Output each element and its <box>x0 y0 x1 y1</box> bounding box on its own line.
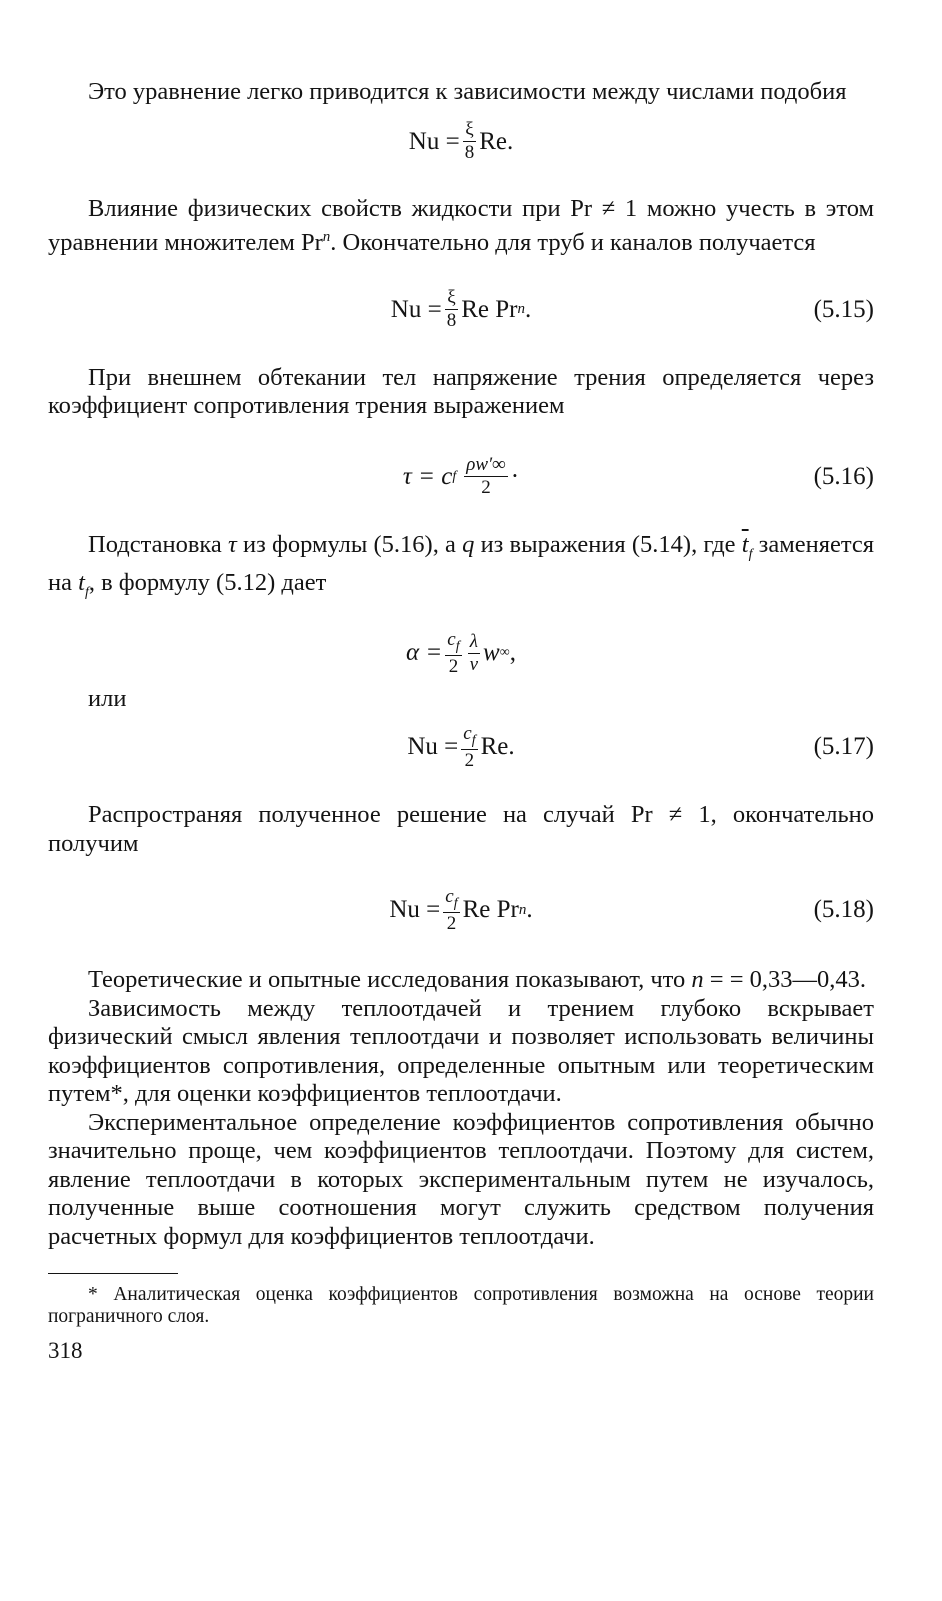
paragraph-research <box>48 966 874 995</box>
eq4-numerator-2: λ <box>469 630 478 652</box>
eq6-denominator: 2 <box>446 913 457 935</box>
paragraph-relationship: Зависимость между теплоотдачей и трением глубоко вскрывает физический смысл явления теплоотдачи и позволяет использовать величины коэффициентов сопротивления, определенные опытным или теоретическим путем*, для оценки коэффициентов теплоотдачи. <box>48 994 874 1108</box>
equation-5-17 <box>48 715 874 779</box>
eq3-numerator: ρw′∞ <box>466 454 506 476</box>
eq2-lhs: Nu = <box>390 295 442 323</box>
paragraph-extension: Распространяя полученное решение на случай Pr ≠ 1, окончательно получим <box>48 801 874 857</box>
eq5-cf: c <box>463 722 472 744</box>
eq2-exponent: n <box>517 301 525 318</box>
eq6-numerator <box>443 887 459 913</box>
p6-n: n <box>691 966 704 994</box>
p2-text-b: . Окончательно для труб и каналов получается <box>330 229 816 257</box>
equation-5-15 <box>48 278 874 342</box>
eq5-numerator <box>461 724 477 750</box>
eq6-tail: . <box>526 896 533 924</box>
eq4-denominator-1: 2 <box>448 656 459 678</box>
eq1-lhs: Nu = <box>408 127 460 155</box>
page-content <box>48 78 874 1364</box>
eq4-w: w <box>483 639 500 667</box>
eq6-cf: c <box>445 885 454 907</box>
eq4-lhs: α = <box>406 639 443 667</box>
eq2-tail: . <box>524 295 532 323</box>
eq6-lhs: Nu = <box>389 896 441 924</box>
paragraph-properties <box>48 195 874 258</box>
eq6-cf-subscript: f <box>453 895 458 911</box>
p6-text-b: = = 0,33—0,43. <box>703 966 867 994</box>
footnote: * Аналитическая оценка коэффициентов сопротивления возможна на основе теории пограничного слоя. <box>48 1284 874 1328</box>
p2-exponent: n <box>322 229 331 245</box>
eq4-cf: c <box>447 628 456 650</box>
eq1-rest: Re. <box>479 127 514 155</box>
eq2-number: (5.15) <box>813 295 874 323</box>
eq3-tail: · <box>510 462 520 490</box>
eq4-tail: , <box>509 639 516 667</box>
eq2-fraction <box>445 288 459 331</box>
p2-text-a: Влияние физических свойств жидкости при Pr ≠ 1 можно учесть в этом уравнении множителем Pr <box>48 194 874 257</box>
eq5-denominator: 2 <box>464 750 475 772</box>
equation-nu-re <box>48 107 874 177</box>
eq5-number: (5.17) <box>813 733 874 761</box>
eq5-fraction <box>461 724 477 771</box>
eq3-fraction <box>464 455 508 498</box>
p4-t-bar-subscript: f <box>748 546 753 562</box>
page-number: 318 <box>48 1338 83 1364</box>
p4-t: t <box>78 569 85 597</box>
p4-t-subscript: f <box>84 584 89 600</box>
p6-text-a: Теоретические и опытные исследования показывают, что <box>88 966 692 994</box>
footnote-divider <box>48 1273 178 1274</box>
eq3-lhs: τ = c <box>402 462 453 490</box>
eq1-fraction <box>463 120 477 163</box>
eq5-rest: Re. <box>480 733 515 761</box>
p4-text-d: заменяется на <box>48 530 874 597</box>
eq4-fraction-2 <box>468 632 480 675</box>
p4-text-e: , в формулу (5.12) дает <box>88 569 327 597</box>
p4-q: q <box>462 530 475 558</box>
eq6-rest: Re Pr <box>462 896 519 924</box>
eq1-denominator: 8 <box>464 142 475 163</box>
eq4-cf-subscript: f <box>455 638 460 654</box>
eq4-fraction-1 <box>445 630 461 677</box>
eq6-exponent: n <box>518 901 527 918</box>
eq2-denominator: 8 <box>446 310 457 332</box>
eq5-lhs: Nu = <box>407 733 459 761</box>
paragraph-intro: Это уравнение легко приводится к зависимости между числами подобия <box>88 78 847 105</box>
equation-alpha <box>48 621 874 685</box>
equation-5-16 <box>48 445 874 509</box>
word-or: или <box>88 685 127 713</box>
paragraph-external-flow: При внешнем обтекании тел напряжение трения определяется через коэффициент сопротивления трения выражением <box>48 363 874 420</box>
eq2-numerator: ξ <box>447 287 456 309</box>
eq4-numerator-1 <box>445 630 461 656</box>
equation-5-18 <box>48 878 874 942</box>
p4-text-a: Подстановка <box>88 530 228 558</box>
p4-text-c: из выражения (5.14), где <box>474 530 742 558</box>
p4-tau: τ <box>228 530 237 558</box>
eq1-numerator: ξ <box>465 119 474 141</box>
p4-text-b: из формулы (5.16), а <box>236 530 463 558</box>
paragraph-substitution <box>48 531 874 608</box>
eq3-denominator: 2 <box>481 477 491 499</box>
eq6-number: (5.18) <box>813 896 874 924</box>
paragraph-experimental: Экспериментальное определение коэффициентов сопротивления обычно значительно проще, чем коэффициентов теплоотдачи. Поэтому для систем, явление теплоотдачи в которых экспериментальным путем не изучалось, полученные выше соотношения могут служить средством получения расчетных формул для коэффициентов теплоотдачи. <box>48 1108 874 1250</box>
eq2-rest: Re Pr <box>461 295 518 323</box>
eq3-number: (5.16) <box>813 462 874 490</box>
p4-t-bar: $\overline{t}$ <box>741 530 749 558</box>
eq5-cf-subscript: f <box>471 732 476 748</box>
eq3-subscript: f <box>452 468 457 484</box>
eq4-w-subscript: ∞ <box>499 645 510 661</box>
eq6-fraction <box>443 887 459 934</box>
eq4-denominator-2: ν <box>469 653 479 675</box>
